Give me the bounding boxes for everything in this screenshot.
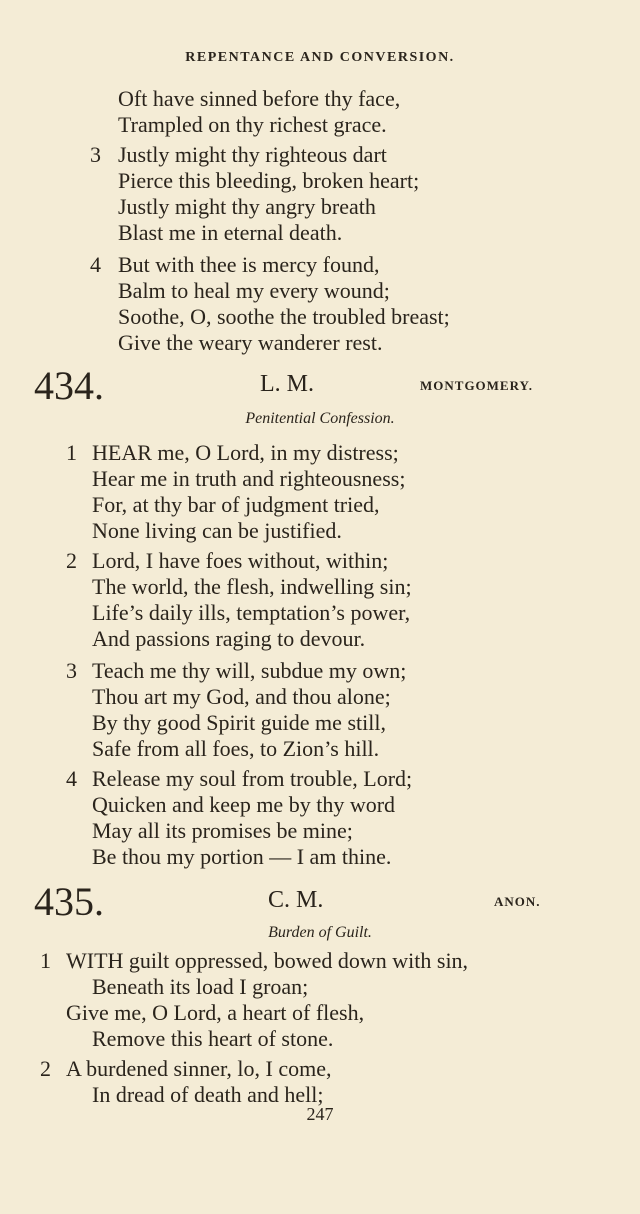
verse-line: Blast me in eternal death.: [118, 220, 343, 245]
verse-line: But with thee is mercy found,: [118, 252, 380, 277]
verse-line: Thou art my God, and thou alone;: [92, 684, 391, 709]
verse-line: Pierce this bleeding, broken heart;: [118, 168, 420, 193]
verse-line: HEAR me, O Lord, in my distress;: [92, 440, 399, 465]
verse-line: Hear me in truth and righteousness;: [92, 466, 406, 491]
verse-line: And passions raging to devour.: [92, 626, 366, 651]
hymn-meter: L. M.: [260, 371, 314, 397]
hymn-meter: C. M.: [268, 887, 324, 913]
verse-line: Teach me thy will, subdue my own;: [92, 658, 407, 683]
verse-line: Give me, O Lord, a heart of flesh,: [66, 1000, 365, 1025]
verse-number: 4: [90, 252, 101, 277]
verse-line: Beneath its load I groan;: [92, 974, 309, 999]
verse-line: May all its promises be mine;: [92, 818, 353, 843]
verse-line: Give the weary wanderer rest.: [118, 330, 383, 355]
running-head: REPENTANCE AND CONVERSION.: [185, 50, 455, 65]
verse-line: For, at thy bar of judgment tried,: [92, 492, 380, 517]
verse-number: 1: [66, 440, 77, 465]
verse-line: By thy good Spirit guide me still,: [92, 710, 386, 735]
verse-number: 3: [66, 658, 77, 683]
verse-line: Justly might thy angry breath: [118, 194, 376, 219]
hymn-number: 435.: [34, 879, 104, 924]
verse-line: Trampled on thy richest grace.: [118, 112, 387, 137]
verse-number: 1: [40, 948, 51, 973]
verse-line: Soothe, O, soothe the troubled breast;: [118, 304, 450, 329]
hymn-title: Penitential Confession.: [245, 410, 395, 427]
hymn-author: ANON.: [494, 894, 541, 909]
verse-line: Oft have sinned before thy face,: [118, 86, 401, 111]
verse-number: 2: [40, 1056, 51, 1081]
hymn-title: Burden of Guilt.: [268, 924, 372, 941]
verse-line: Release my soul from trouble, Lord;: [92, 766, 413, 791]
verse-line: Life’s daily ills, temptation’s power,: [92, 600, 411, 625]
verse-line: None living can be justified.: [92, 518, 342, 543]
verse-line: Lord, I have foes without, within;: [92, 548, 389, 573]
verse-line: Remove this heart of stone.: [92, 1026, 334, 1051]
verse-line: In dread of death and hell;: [92, 1082, 324, 1107]
hymn-number: 434.: [34, 363, 104, 408]
verse-line: Quicken and keep me by thy word: [92, 792, 396, 817]
verse-number: 3: [90, 142, 101, 167]
verse-line: Balm to heal my every wound;: [118, 278, 390, 303]
verse-line: Justly might thy righteous dart: [118, 142, 387, 167]
page-number: 247: [306, 1104, 334, 1124]
verse-line: Be thou my portion — I am thine.: [92, 844, 392, 869]
verse-line: A burdened sinner, lo, I come,: [66, 1056, 332, 1081]
verse-number: 2: [66, 548, 77, 573]
verse-number: 4: [66, 766, 77, 791]
verse-line: WITH guilt oppressed, bowed down with sin,: [66, 948, 469, 973]
hymn-author: MONTGOMERY.: [420, 378, 533, 393]
verse-line: Safe from all foes, to Zion’s hill.: [92, 736, 380, 761]
verse-line: The world, the flesh, indwelling sin;: [92, 574, 412, 599]
